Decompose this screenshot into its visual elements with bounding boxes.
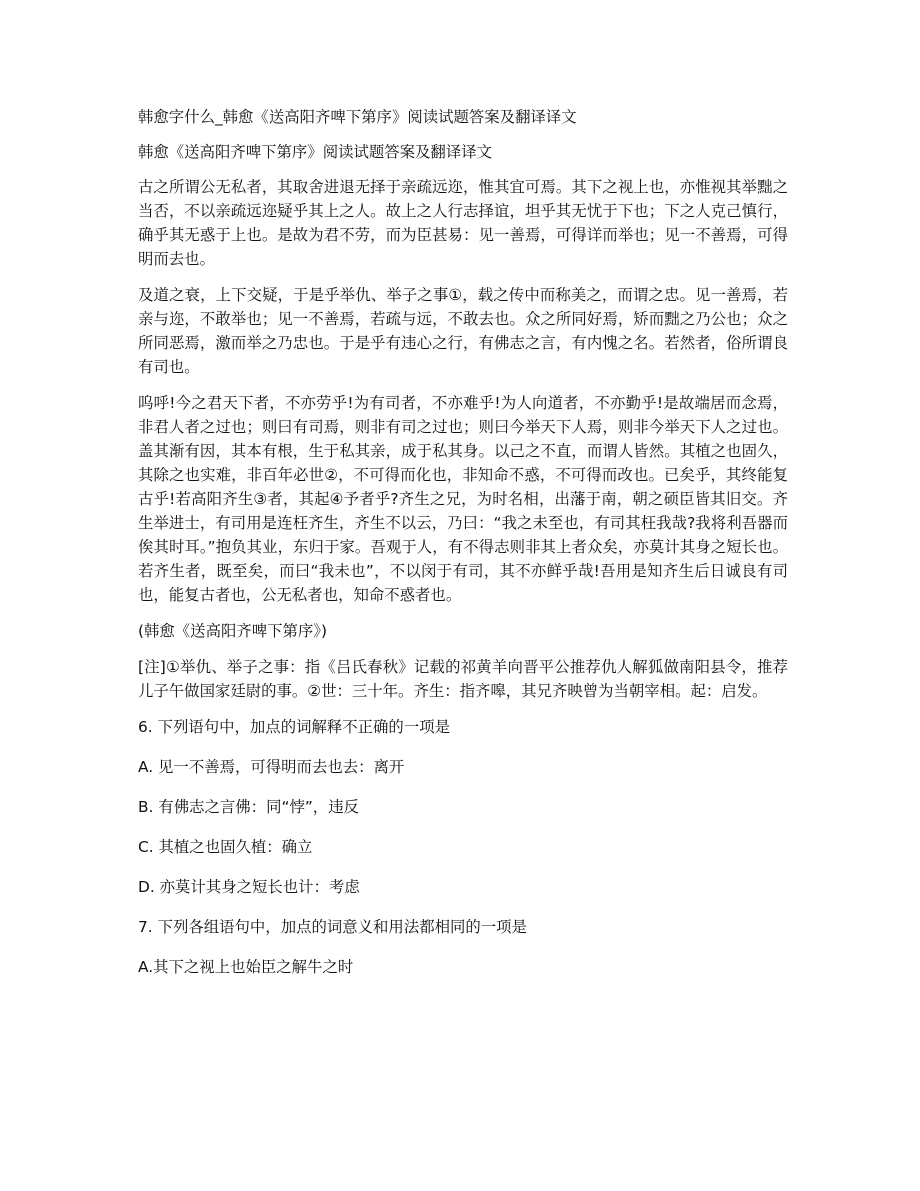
question-6-option-d: D. 亦莫计其身之短长也计：考虑 [138,878,360,896]
document-title: 韩愈字什么_韩愈《送高阳齐啤下第序》阅读试题答案及翻译译文 [138,108,577,126]
source-citation: (韩愈《送高阳齐啤下第序》) [138,622,327,640]
question-6-option-b: B. 有佛志之言佛：同“悖”，违反 [138,798,359,816]
document-subtitle: 韩愈《送高阳齐啤下第序》阅读试题答案及翻译译文 [138,143,492,161]
question-6-stem: 6. 下列语句中，加点的词解释不正确的一项是 [138,718,450,736]
paragraph-2: 及道之衰，上下交疑，于是乎举仇、举子之事①，载之传中而称美之，而谓之忠。见一善焉，若亲与迩，不敢举也；见一不善焉，若疏与远，不敢去也。众之所同好焉，矫而黜之乃公也；众之所同恶焉，激而举之乃忠也。于是乎有违心之行，有佛志之言，有内愧之名。若然者，俗所谓良有司也。 [138,286,788,376]
document-page [138,105,788,995]
question-7-option-a: A.其下之视上也始臣之解牛之时 [138,958,354,976]
paragraph-1: 古之所谓公无私者，其取舍进退无择于亲疏远迩，惟其宜可焉。其下之视上也，亦惟视其举黜之当否，不以亲疏远迩疑乎其上之人。故上之人行志择谊，坦乎其无忧于下也；下之人克己慎行，确乎其无惑于上也。是故为君不劳，而为臣甚易：见一善焉，可得详而举也；见一不善焉，可得明而去也。 [138,178,788,268]
annotation-note: [注]①举仇、举子之事：指《吕氏春秋》记载的祁黄羊向晋平公推荐仇人解狐做南阳县令，推荐儿子午做国家廷尉的事。②世：三十年。齐生：指齐嗥，其兄齐映曾为当朝宰相。起：启发。 [138,658,788,700]
paragraph-3: 呜呼!今之君天下者，不亦劳乎!为有司者，不亦难乎!为人向道者，不亦勤乎!是故端居而念焉，非君人者之过也；则曰有司焉，则非有司之过也；则曰今举天下人焉，则非今举天下人之过也。盖其渐有因，其本有根，生于私其亲，成于私其身。以己之不直，而谓人皆然。其植之也固久，其除之也实难，非百年必世②，不可得而化也，非知命不惑，不可得而改也。已矣乎，其终能复古乎!若高阳齐生③者，其起④予者乎?齐生之兄，为时名相，出藩于南，朝之硕臣皆其旧交。齐生举进士，有司用是连枉齐生，齐生不以云，乃曰：“我之未至也，有司其枉我哉?我将利吾器而俟其时耳。”抱负其业，东归于家。吾观于人，有不得志则非其上者众矣，亦莫计其身之短长也。若齐生者，既至矣，而曰“我未也”，不以闵于有司，其不亦鲜乎哉!吾用是知齐生后日诚良有司也，能复古者也，公无私者也，知命不惑者也。 [138,394,788,604]
question-6-option-c: C. 其植之也固久植：确立 [138,838,313,856]
question-7-stem: 7. 下列各组语句中，加点的词意义和用法都相同的一项是 [138,918,527,936]
question-6-option-a: A. 见一不善焉，可得明而去也去：离开 [138,758,405,776]
